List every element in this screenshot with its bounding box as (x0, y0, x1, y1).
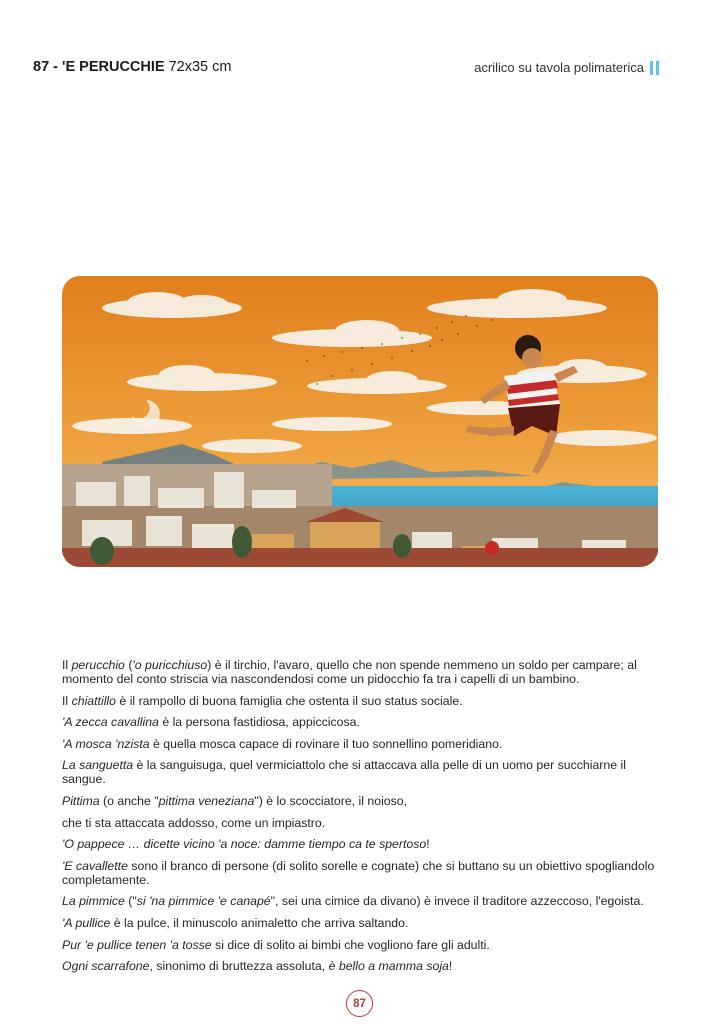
text-run: si dice di solito ai bimbi che vogliono fare gli adulti. (211, 937, 490, 952)
italic-term: Ogni scarrafone (62, 959, 150, 974)
italic-term: chiattillo (71, 693, 117, 708)
body-paragraph (62, 837, 662, 851)
body-paragraph (62, 758, 662, 786)
text-run: che ti sta attaccata addosso, come un impiastro. (62, 815, 326, 830)
artwork-heading (33, 59, 231, 75)
text-run: è il rampollo di buona famiglia che ostenta il suo status sociale. (116, 693, 463, 708)
artwork-number: 87 - (33, 59, 63, 75)
body-paragraph (62, 816, 662, 830)
italic-term: perucchio (71, 658, 125, 672)
artwork-technique: acrilico su tavola polimaterica (474, 60, 644, 75)
text-run: ( (124, 658, 133, 672)
italic-term: è bello a mamma soja (328, 959, 449, 974)
text-run: sono il branco di persone (di solito sorelle e cognate) che si buttano su un obiettivo spogliandolo completamente. (62, 858, 655, 887)
body-paragraph (62, 938, 662, 952)
text-run: è la persona fastidiosa, appiccicosa. (158, 715, 360, 730)
italic-term: 'A mosca 'nzista (62, 736, 150, 751)
text-run: è la sanguisuga, quel vermiciattolo che si attaccava alla pelle di un uomo per succhiarne il sangue. (62, 758, 626, 787)
text-run: ", sei una cimice da divano) è invece il traditore azzeccoso, l'egoista. (270, 894, 644, 909)
artwork-title: 'E PERUCCHIE (62, 59, 165, 75)
italic-term: 'o puricchiuso (132, 658, 208, 672)
italic-term: 'A zecca cavallina (62, 715, 159, 730)
page-number: 87 (346, 990, 373, 1017)
text-run: (" (124, 894, 137, 909)
text-run: Il (62, 693, 72, 708)
body-paragraph (62, 715, 662, 729)
italic-term: 'O pappece … dicette vicino 'a noce: damme tiempo ca te spertoso (62, 837, 427, 852)
text-run: è la pulce, il minuscolo animaletto che arriva saltando. (110, 915, 409, 930)
italic-term: Pittima (62, 793, 100, 808)
body-paragraph (62, 894, 662, 908)
body-paragraph (62, 959, 662, 973)
italic-term: La pimmice (62, 894, 125, 909)
text-run: è quella mosca capace di rovinare il tuo sonnellino pomeridiano. (149, 736, 503, 751)
italic-term: pittima veneziana (158, 793, 255, 808)
text-run: ! (448, 959, 453, 974)
accent-bars-icon (650, 61, 659, 75)
text-run: , sinonimo di bruttezza assoluta, (149, 959, 329, 974)
italic-term: si 'na pimmice 'e canapé (136, 894, 271, 909)
text-run: ! (426, 837, 430, 852)
text-run: (o anche " (99, 793, 159, 808)
artwork-technique-block (474, 60, 659, 75)
text-run: ) è il tirchio, l'avaro, quello che non spende nemmeno un soldo per campare; al momento del conto striscia via nascondendosi come un pidocchio fa tra i capelli di un bambino. (62, 658, 637, 686)
italic-term: Pur 'e pullice tenen 'a tosse (62, 937, 212, 952)
text-run: Il (62, 658, 72, 672)
artwork-illustration (62, 276, 658, 567)
body-paragraph (62, 694, 662, 708)
body-paragraph (62, 794, 662, 808)
body-text (62, 658, 662, 981)
body-paragraph (62, 737, 662, 751)
italic-term: 'A pullice (62, 915, 111, 930)
italic-term: La sanguetta (62, 758, 134, 773)
text-run: ") è lo scocciatore, il noioso, (254, 793, 408, 808)
body-paragraph (62, 658, 662, 686)
body-paragraph (62, 859, 662, 887)
italic-term: 'E cavallette (62, 858, 128, 873)
artwork-size: 72x35 cm (164, 59, 232, 75)
body-paragraph (62, 916, 662, 930)
